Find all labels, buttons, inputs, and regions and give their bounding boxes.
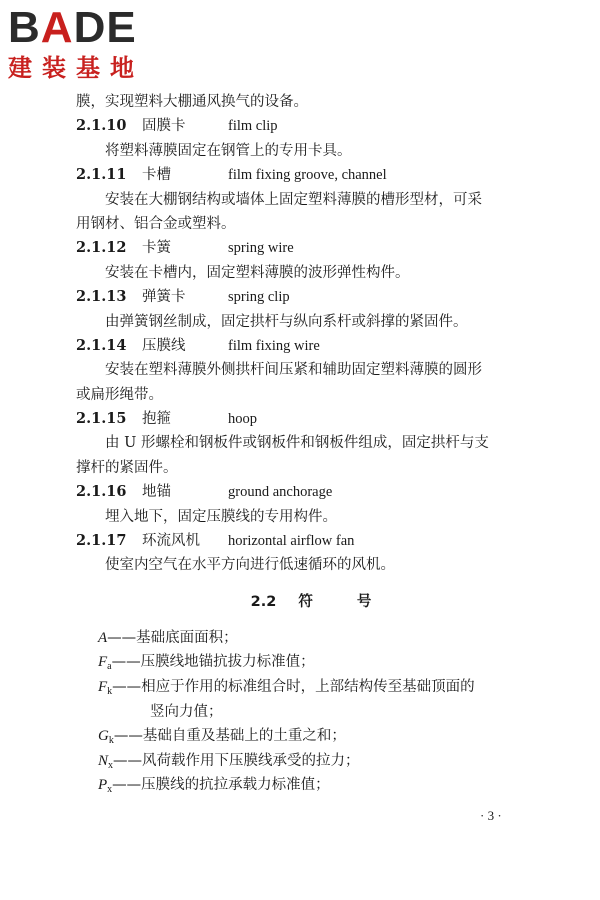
document-body <box>76 90 546 798</box>
symbol-letter: F <box>98 679 108 695</box>
term-definition: 安装在塑料薄膜外侧拱杆间压紧和辅助固定塑料薄膜的圆形 <box>105 362 482 379</box>
symbol-entry <box>76 724 546 749</box>
symbol-letter: N <box>98 752 109 769</box>
term-heading <box>76 163 546 187</box>
term-chinese: 环流风机 <box>142 533 200 550</box>
symbol-letter: G <box>98 728 109 745</box>
term-number: 2.1.10 <box>76 117 127 135</box>
term-chinese: 压膜线 <box>142 337 186 354</box>
logo-brand-text: BADE <box>8 3 137 52</box>
symbol-letter: F <box>98 654 108 671</box>
term-chinese: 抱箍 <box>142 411 171 428</box>
term-definition: 使室内空气在水平方向进行低速循环的风机。 <box>105 557 395 574</box>
term-heading <box>76 407 546 431</box>
term-number: 2.1.17 <box>76 532 127 550</box>
symbol-description: ——压膜线地锚抗拔力标准值； <box>111 654 315 671</box>
term-english: hoop <box>228 411 257 428</box>
term-english: film fixing groove, channel <box>228 167 387 184</box>
symbol-entry <box>76 749 546 774</box>
symbol-description: ——风荷载作用下压膜线承受的拉力； <box>113 752 360 769</box>
term-english: film clip <box>228 118 278 135</box>
term-chinese: 卡簧 <box>142 240 171 257</box>
continued-paragraph: 膜，实现塑料大棚通风换气的设备。 <box>76 94 308 110</box>
symbol-entry <box>76 650 546 675</box>
term-definition: 撑杆的紧固件。 <box>76 459 178 476</box>
term-definition: 由 U 形螺栓和钢板件或钢板件和钢板件组成，固定拱杆与支 <box>105 435 489 452</box>
term-chinese: 卡槽 <box>142 167 171 184</box>
term-number: 2.1.11 <box>76 166 127 184</box>
symbol-subscript: x <box>108 759 114 771</box>
symbol-description: ——压膜线的抗拉承载力标准值； <box>112 777 330 794</box>
term-english: spring clip <box>228 289 290 306</box>
symbol-description-continued: 竖向力值； <box>150 703 223 720</box>
term-english: spring wire <box>228 240 294 257</box>
page-number: · 3 · <box>480 808 502 823</box>
term-definition: 用钢材、铝合金或塑料。 <box>76 215 236 232</box>
term-chinese: 弹簧卡 <box>142 289 186 306</box>
term-definition: 将塑料薄膜固定在钢管上的专用卡具。 <box>105 142 352 159</box>
term-definition: 由弹簧钢丝制成，固定拱杆与纵向系杆或斜撑的紧固件。 <box>105 313 468 330</box>
term-heading <box>76 334 546 358</box>
symbol-entry <box>76 626 546 651</box>
term-chinese: 固膜卡 <box>142 118 186 135</box>
logo-brand-cn: 建装基地 <box>8 54 144 82</box>
section-title-char-1: 符 <box>298 593 313 610</box>
term-number: 2.1.13 <box>76 288 127 306</box>
term-heading <box>76 480 546 504</box>
term-heading <box>76 236 546 260</box>
term-definition: 或扁形绳带。 <box>76 386 163 403</box>
symbol-description: ——基础自重及基础上的土重之和； <box>113 728 346 745</box>
bade-logo <box>8 3 178 82</box>
term-definition: 埋入地下，固定压膜线的专用构件。 <box>105 508 337 525</box>
symbol-entry <box>76 675 546 700</box>
symbol-subscript: a <box>107 661 112 673</box>
term-heading <box>76 285 546 309</box>
term-number: 2.1.15 <box>76 410 127 428</box>
term-english: horizontal airflow fan <box>228 533 355 550</box>
term-heading <box>76 529 546 553</box>
term-number: 2.1.12 <box>76 239 127 257</box>
term-english: film fixing wire <box>228 337 320 354</box>
symbol-subscript: x <box>107 784 113 796</box>
section-heading <box>76 578 546 626</box>
term-list <box>76 114 546 577</box>
section-title-char-2: 号 <box>356 593 372 610</box>
symbol-subscript: k <box>107 686 113 697</box>
symbol-subscript: k <box>108 735 114 747</box>
symbol-description: ——基础底面面积； <box>107 629 238 646</box>
term-definition: 安装在大棚钢结构或墙体上固定塑料薄膜的槽形型材，可采 <box>105 191 482 208</box>
term-definition: 安装在卡槽内，固定塑料薄膜的波形弹性构件。 <box>105 264 410 281</box>
section-number: 2.2 <box>250 593 277 610</box>
symbol-list <box>76 626 546 798</box>
symbol-letter: P <box>98 777 108 794</box>
term-english: ground anchorage <box>228 484 333 501</box>
term-number: 2.1.16 <box>76 483 127 501</box>
term-number: 2.1.14 <box>76 336 127 354</box>
term-heading <box>76 114 546 138</box>
term-chinese: 地锚 <box>142 484 171 501</box>
symbol-description: ——相应于作用的标准组合时，上部结构传至基础顶面的 <box>112 679 475 695</box>
symbol-entry <box>76 773 546 798</box>
symbol-letter: A <box>98 629 108 646</box>
